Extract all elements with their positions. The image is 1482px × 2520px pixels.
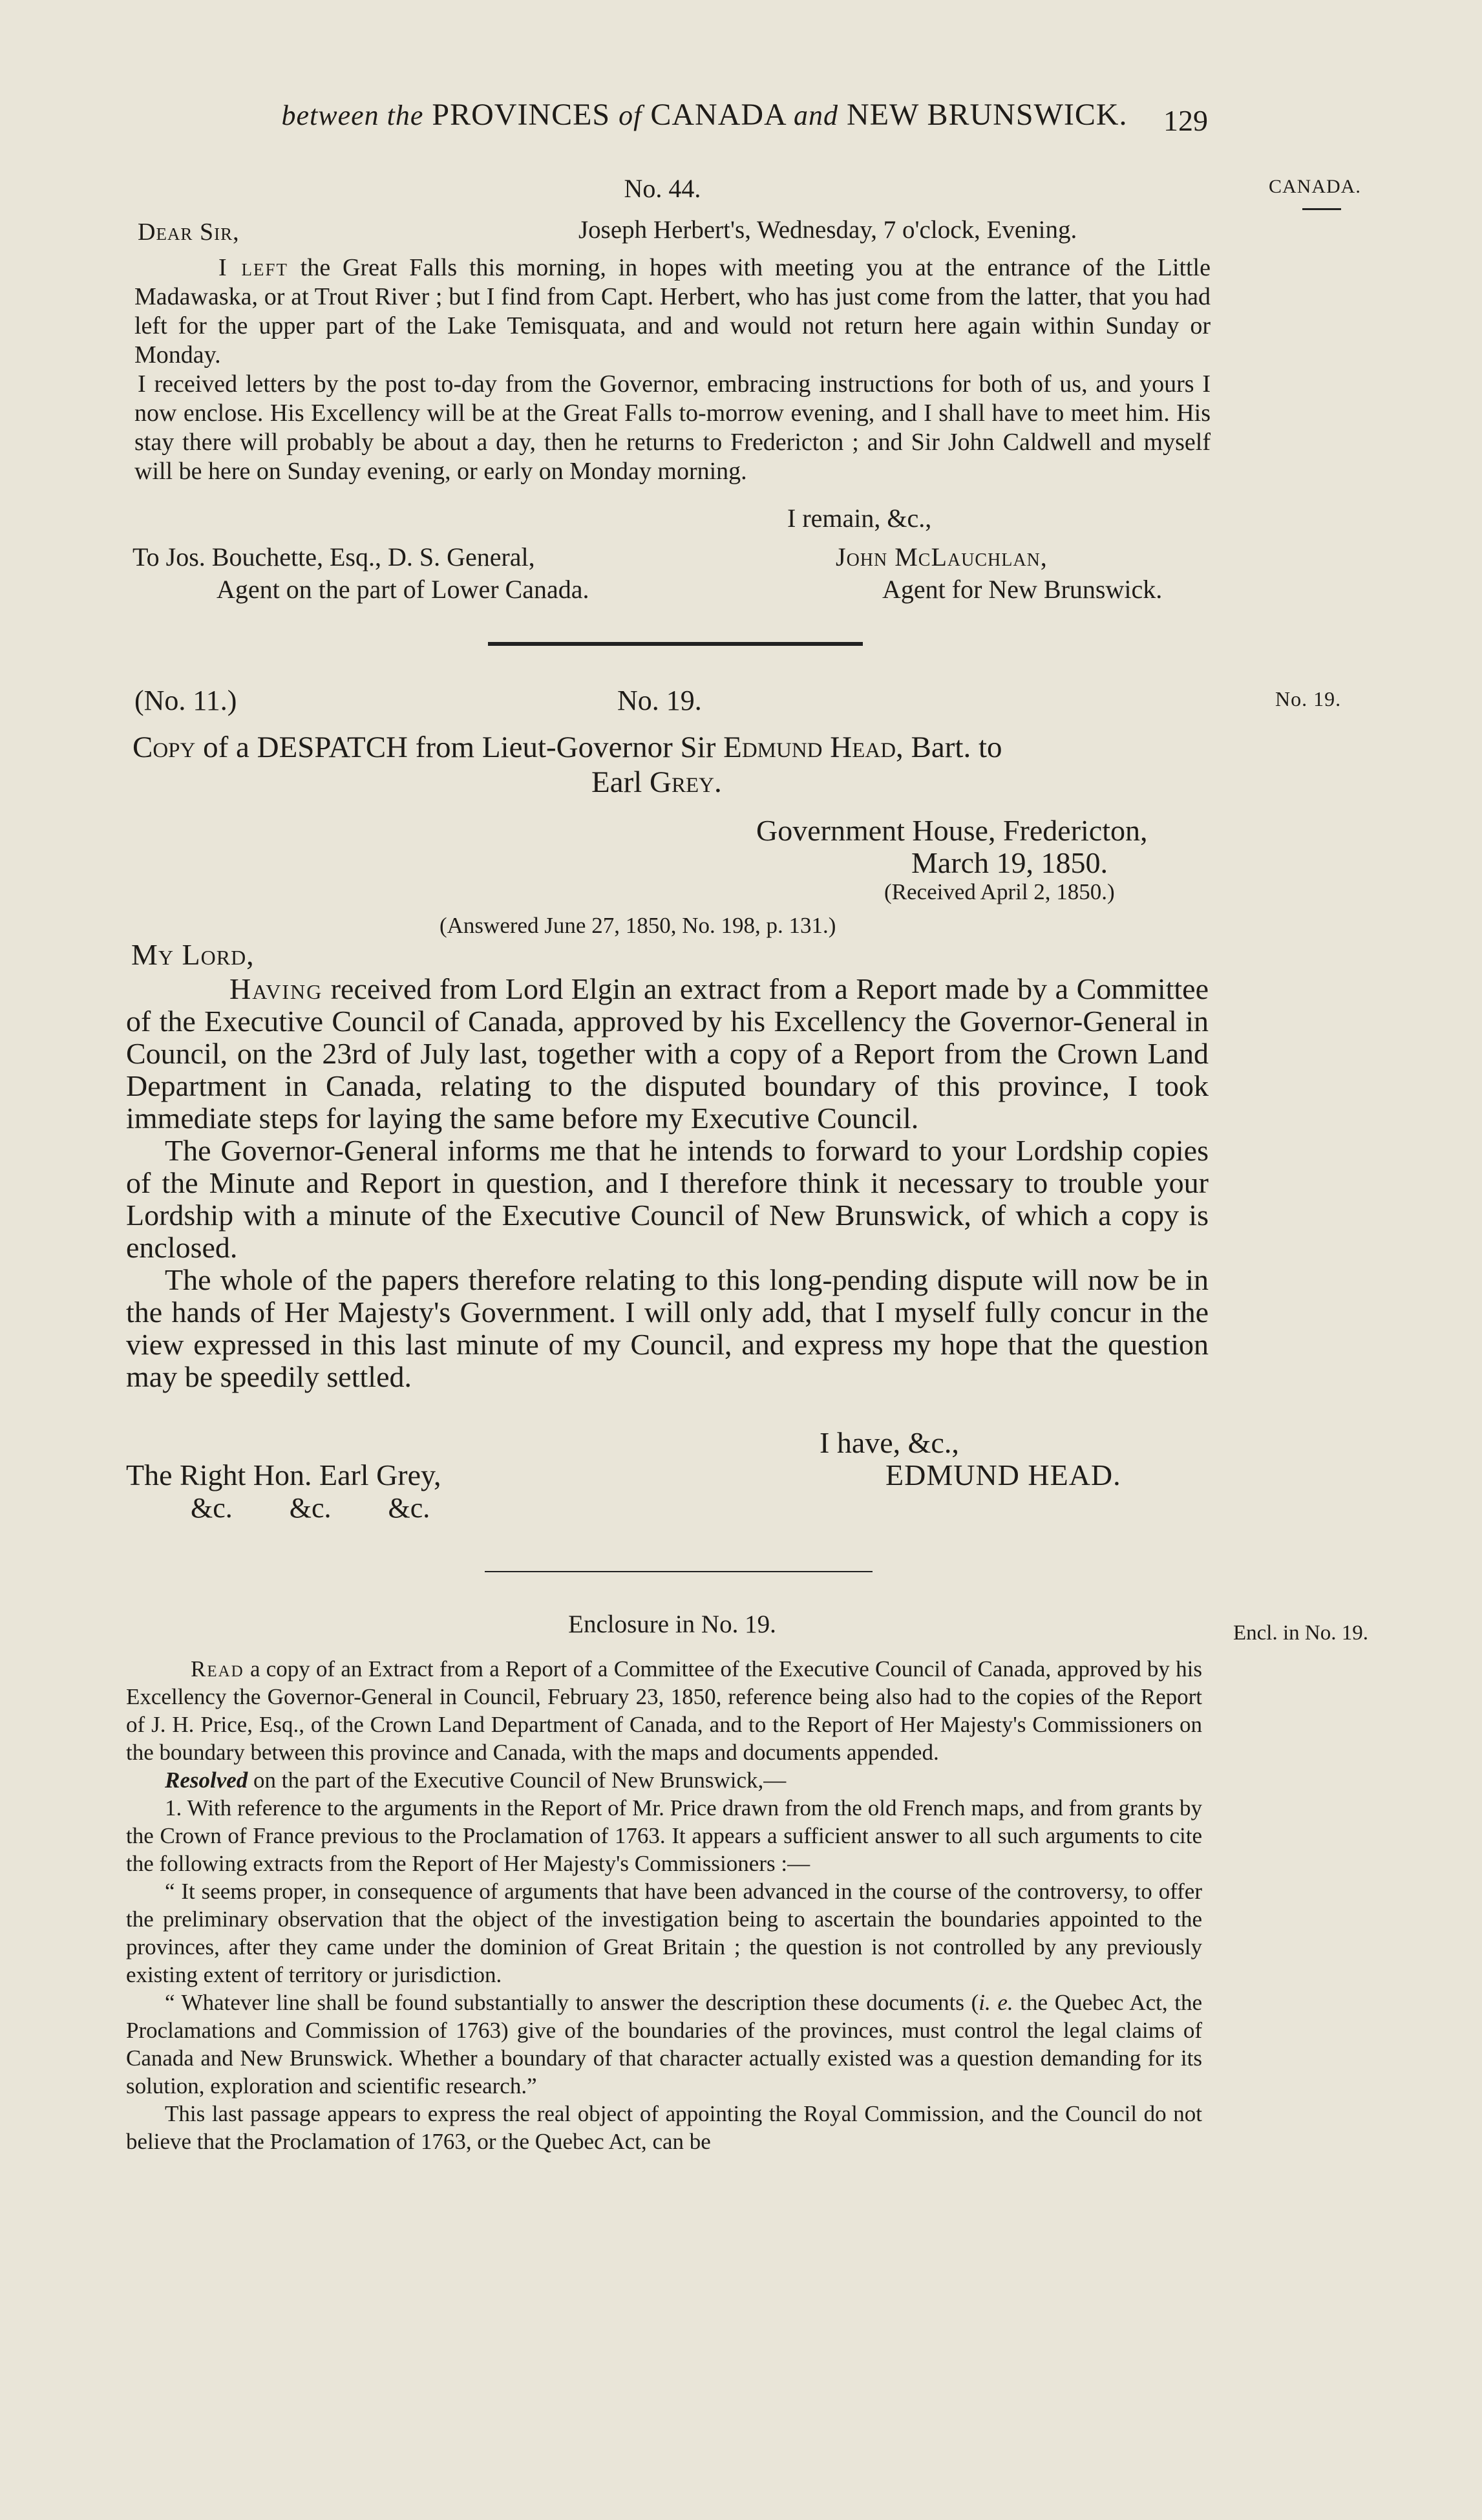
despatch-lead: Having (229, 972, 323, 1005)
despatch-ref: (No. 11.) (134, 685, 237, 716)
enclosure-quote2 (126, 1989, 1202, 2100)
letter44-salutation: Dear Sir, (138, 219, 240, 246)
enclosure-para1-text: a copy of an Extract from a Report of a Committee of the Executive Council of Canada, approved by his Excellency the Governor-General in Council, February 23, 1850, reference being also had to the copies of the Report of J. H. Price, Esq., of the Crown Land Department of Canada, and to the Report of Her Majesty's Commissioners on the boundary between this province and Canada, with the maps and documents appended. (126, 1656, 1202, 1765)
despatch-para1 (126, 973, 1209, 1135)
letter44-para1-text: the Great Falls this morning, in hopes with meeting you at the entrance of the Little Madawaska, or at Trout River ; but I find from Capt. Herbert, who has just come from the latter, that you had left for the upper part of the Lake Temisquata, and and would not return here again within Sunday or Monday. (134, 254, 1211, 368)
enclosure-para3: 1. With reference to the arguments in the Report of Mr. Price drawn from the old French maps, and from grants by the Crown of France previous to the Proclamation of 1763. It appears a sufficient answer to all such arguments to cite the following extracts from the Report of Her Majesty's Commissioners :— (126, 1795, 1202, 1876)
despatch-place: Government House, Fredericton, (756, 814, 1148, 847)
running-header (194, 97, 1215, 133)
enclosure-body (126, 1655, 1202, 2155)
despatch-title-mid: of a DESPATCH from Lieut-Governor Sir (195, 731, 724, 764)
section-divider-thin (485, 1571, 873, 1572)
despatch-para1-text: received from Lord Elgin an extract from a Report made by a Committee of the Executive Council of Canada, approved by his Excellency the Governor-General in Council, on the 23rd of July last, together with a copy of a Report from the Crown Land Department in Canada, relating to the disputed boundary of this province, I took immediate steps for laying the same before my Executive Council. (126, 972, 1209, 1135)
page-number: 129 (1163, 104, 1208, 137)
despatch-title-earl: Earl (591, 765, 650, 799)
despatch-title-line2 (591, 765, 722, 800)
letter44-lead: I left (218, 254, 288, 281)
letter44-sig-title: Agent for New Brunswick. (882, 575, 1163, 604)
header-of: of (619, 100, 642, 131)
despatch-closing: I have, &c., (820, 1426, 959, 1459)
enclosure-quote2-b: the Quebec Act, the Proclamations and Commission of 1763) give of the boundaries of the provinces, must control the legal claims of Canada and New Brunswick. Whether a boundary of that character actually existed was a question demanding for its solution, exploration and scientific research.” (126, 1990, 1202, 2098)
enclosure-lead: Read (191, 1656, 244, 1682)
despatch-number: No. 19. (617, 685, 702, 716)
header-and: and (794, 100, 839, 131)
despatch-para2: The Governor-General informs me that he intends to forward to your Lordship copies of the Minute and Report in question, and I therefore think it necessary to trouble your Lordship with a minute of the Executive Council of New Brunswick, of which a copy is enclosed. (126, 1134, 1209, 1264)
letter44-dateline: Joseph Herbert's, Wednesday, 7 o'clock, Evening. (578, 216, 1077, 244)
margin-note-no19: No. 19. (1275, 687, 1342, 710)
margin-rule (1302, 208, 1341, 210)
enclosure-quote1: “ It seems proper, in consequence of arguments that have been advanced in the course of the controversy, to offer the preliminary observation that the object of the investigation being to ascertain the boundaries appointed to the provinces, after they came under the dominion of Great Britain ; the question is not controlled by any previously existing extent of territory or jurisdiction. (126, 1879, 1202, 1987)
despatch-title-name: Edmund Head (723, 731, 896, 764)
enclosure-para1 (126, 1655, 1202, 1766)
despatch-etc: &c. &c. &c. (191, 1492, 430, 1524)
despatch-title-grey: Grey (650, 765, 714, 799)
enclosure-para-last: This last passage appears to express the real object of appointing the Royal Commission, and the Council do not believe that the Proclamation of 1763, or the Quebec Act, can be (126, 2101, 1202, 2154)
enclosure-heading: Enclosure in No. 19. (568, 1610, 776, 1638)
despatch-title-end: , Bart. to (896, 731, 1002, 764)
letter44-to-line1: To Jos. Bouchette, Esq., D. S. General, (132, 542, 535, 571)
despatch-title-copy: Copy (132, 731, 196, 764)
enclosure-resolved-text: on the part of the Executive Council of New Brunswick,— (248, 1767, 787, 1793)
margin-note-canada: CANADA. (1269, 176, 1361, 197)
section-divider-thick (488, 642, 863, 646)
despatch-para3: The whole of the papers therefore relating to this long-pending dispute will now be in the hands of Her Majesty's Government. I will only add, that I myself fully concur in the view expressed in this last minute of my Council, and express my hope that the question may be speedily settled. (126, 1263, 1209, 1393)
header-new-brunswick: NEW BRUNSWICK. (847, 98, 1128, 132)
enclosure-resolved-word: Resolved (165, 1767, 248, 1793)
despatch-addressee: The Right Hon. Earl Grey, (126, 1458, 441, 1491)
despatch-title-period: . (714, 765, 722, 799)
letter44-para1 (134, 253, 1211, 370)
despatch-received: (Received April 2, 1850.) (884, 879, 1115, 904)
header-provinces: PROVINCES (432, 98, 611, 132)
despatch-body (126, 973, 1209, 1393)
enclosure-resolved (126, 1766, 1202, 1794)
letter44-para2: I received letters by the post to-day from the Governor, embracing instructions for both of us, and yours I now enclose. His Excellency will be at the Great Falls to-morrow evening, and I shall have to meet him. His stay there will probably be about a day, then he returns to Fredericton ; and Sir John Caldwell and myself will be here on Sunday evening, or early on Monday morning. (134, 370, 1211, 485)
header-pre: between the (281, 100, 424, 131)
enclosure-quote2-ie: i. e. (979, 1990, 1013, 2015)
despatch-salutation: My Lord, (131, 938, 255, 971)
letter44-to-line2: Agent on the part of Lower Canada. (217, 575, 589, 604)
letter44-number: No. 44. (624, 174, 701, 203)
despatch-title (132, 731, 1212, 764)
letter44-body (134, 253, 1211, 486)
letter44-signature: John McLauchlan, (836, 542, 1048, 571)
header-canada: CANADA (650, 98, 786, 132)
letter44-closing: I remain, &c., (787, 504, 932, 533)
despatch-date: March 19, 1850. (911, 846, 1108, 879)
despatch-signature: EDMUND HEAD. (885, 1458, 1121, 1491)
margin-note-encl: Encl. in No. 19. (1233, 1621, 1368, 1645)
despatch-answered: (Answered June 27, 1850, No. 198, p. 131.) (439, 913, 836, 938)
enclosure-quote2-a: “ Whatever line shall be found substantially to answer the description these documents ( (165, 1990, 979, 2015)
